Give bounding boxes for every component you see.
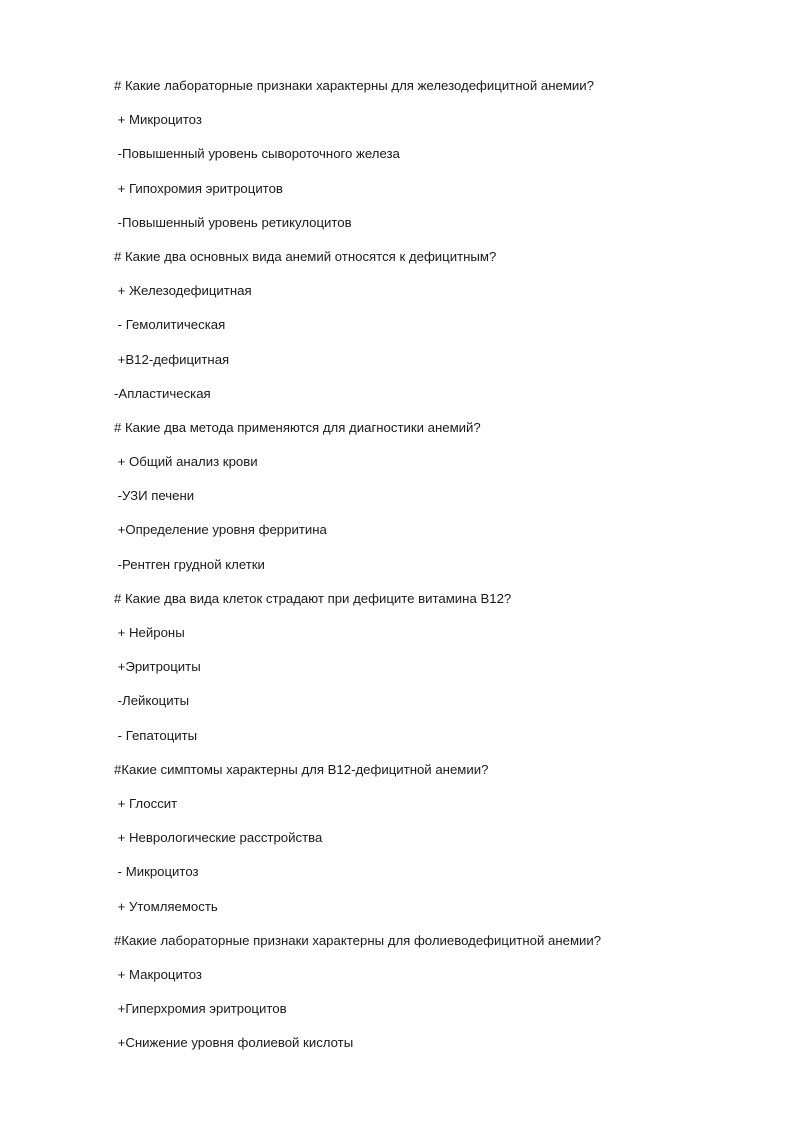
answer-option: +Гиперхромия эритроцитов — [114, 1001, 287, 1017]
answer-option: -УЗИ печени — [114, 488, 195, 504]
quiz-text — [114, 74, 601, 1065]
answer-option: + Гипохромия эритроцитов — [114, 180, 283, 196]
answer-option: + Неврологические расстройства — [114, 830, 323, 846]
answer-option: +В12-дефицитная — [114, 351, 230, 367]
answer-option: - Микроцитоз — [114, 864, 199, 880]
question-2: # Какие два основных вида анемий относятся к дефицитным? — [114, 248, 497, 264]
answer-option: + Общий анализ крови — [114, 454, 258, 470]
question-1: # Какие лабораторные признаки характерны для железодефицитной анемии? — [114, 78, 594, 93]
answer-option: +Определение уровня ферритина — [114, 522, 327, 538]
answer-option: -Рентген грудной клетки — [114, 556, 265, 572]
answer-option: + Утомляемость — [114, 898, 218, 914]
answer-option: - Гемолитическая — [114, 317, 226, 333]
answer-option: - Гепатоциты — [114, 727, 198, 743]
answer-option: +Снижение уровня фолиевой кислоты — [114, 1035, 354, 1051]
answer-option: + Макроцитоз — [114, 966, 202, 982]
question-3: # Какие два метода применяются для диагностики анемий? — [114, 419, 481, 435]
question-4: # Какие два вида клеток страдают при дефиците витамина В12? — [114, 590, 512, 606]
answer-option: -Апластическая — [114, 385, 211, 401]
answer-option: + Микроцитоз — [114, 112, 202, 128]
question-5: #Какие симптомы характерны для В12-дефицитной анемии? — [114, 761, 489, 777]
answer-option: + Железодефицитная — [114, 283, 252, 299]
answer-option: -Лейкоциты — [114, 693, 190, 709]
answer-option: + Глоссит — [114, 795, 178, 811]
answer-option: +Эритроциты — [114, 659, 201, 675]
question-6: #Какие лабораторные признаки характерны для фолиеводефицитной анемии? — [114, 932, 602, 948]
answer-option: -Повышенный уровень сывороточного железа — [114, 146, 400, 162]
answer-option: -Повышенный уровень ретикулоцитов — [114, 214, 352, 230]
answer-option: + Нейроны — [114, 625, 185, 640]
